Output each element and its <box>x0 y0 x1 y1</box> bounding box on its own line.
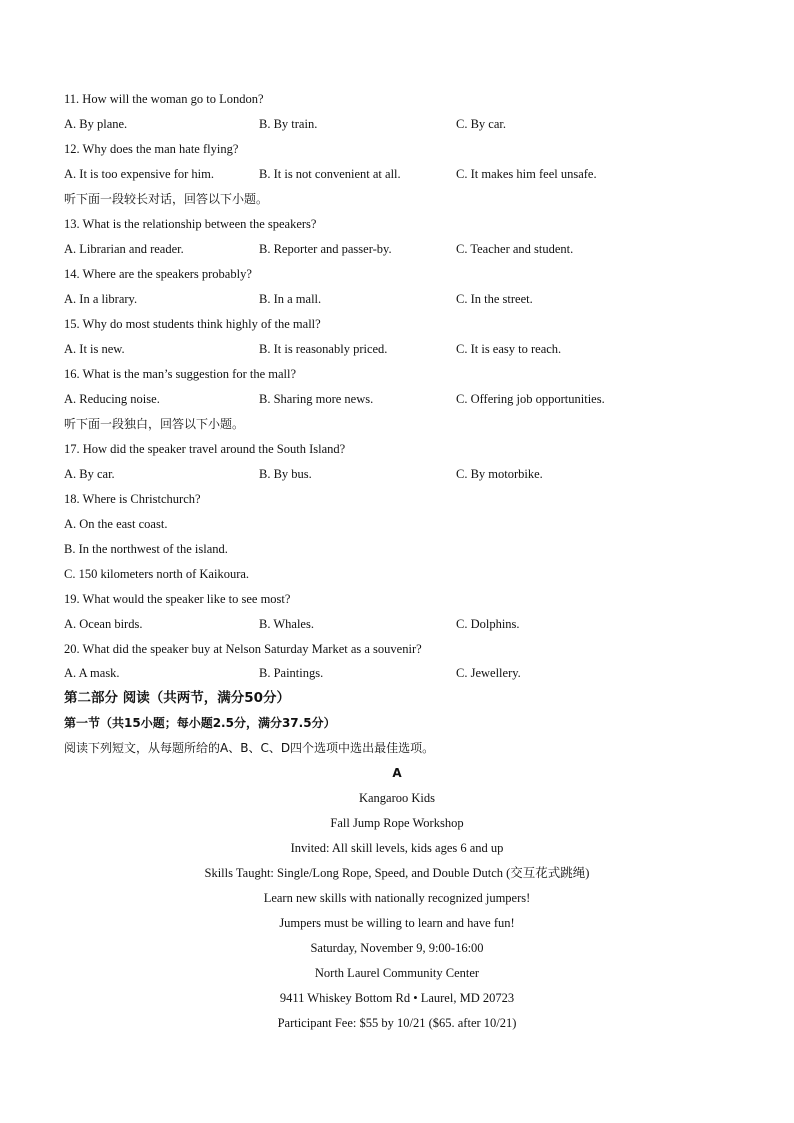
long-dialogue-instruction: 听下面一段较长对话，回答以下小题。 <box>64 192 269 206</box>
question-20: 20. What did the speaker buy at Nelson Saturday Market as a souvenir? <box>64 642 422 656</box>
question-15: 15. Why do most students think highly of the mall? <box>64 317 321 331</box>
q20-option-a: A. A mask. <box>64 666 120 680</box>
q18-option-b: B. In the northwest of the island. <box>64 542 228 556</box>
q14-option-a: A. In a library. <box>64 292 138 306</box>
q17-option-b: B. By bus. <box>259 467 312 481</box>
monologue-instruction: 听下面一段独白，回答以下小题。 <box>64 417 245 431</box>
q20-option-c: C. Jewellery. <box>456 666 521 680</box>
q15-option-a: A. It is new. <box>64 342 125 356</box>
q20-option-b: B. Paintings. <box>259 666 324 680</box>
q19-option-a: A. Ocean birds. <box>64 617 143 631</box>
q12-option-b: B. It is not convenient at all. <box>259 167 401 181</box>
passage-line: Participant Fee: $55 by 10/21 ($65. after 10/21) <box>277 1016 517 1030</box>
question-18: 18. Where is Christchurch? <box>64 492 201 506</box>
q16-option-a: A. Reducing noise. <box>64 392 160 406</box>
q19-option-b: B. Whales. <box>259 617 314 631</box>
q15-option-b: B. It is reasonably priced. <box>259 342 388 356</box>
q13-option-a: A. Librarian and reader. <box>64 242 184 256</box>
passage-line: Saturday, November 9, 9:00-16:00 <box>310 941 484 955</box>
passage-line: Learn new skills with nationally recognized jumpers! <box>263 891 531 905</box>
passage-line: North Laurel Community Center <box>314 966 480 980</box>
question-11: 11. How will the woman go to London? <box>64 92 264 106</box>
q12-option-c: C. It makes him feel unsafe. <box>456 167 597 181</box>
passage-line: Invited: All skill levels, kids ages 6 and up <box>290 841 504 855</box>
question-16: 16. What is the man’s suggestion for the mall? <box>64 367 297 381</box>
q18-option-a: A. On the east coast. <box>64 517 168 531</box>
q12-option-a: A. It is too expensive for him. <box>64 167 214 181</box>
passage-line: Skills Taught: Single/Long Rope, Speed, and Double Dutch (交互花式跳绳) <box>204 866 590 880</box>
question-14: 14. Where are the speakers probably? <box>64 267 252 281</box>
question-17: 17. How did the speaker travel around the South Island? <box>64 442 346 456</box>
passage-line: 9411 Whiskey Bottom Rd • Laurel, MD 20723 <box>279 991 515 1005</box>
passage-letter: A <box>392 766 402 780</box>
q13-option-c: C. Teacher and student. <box>456 242 574 256</box>
question-12: 12. Why does the man hate flying? <box>64 142 239 156</box>
q16-option-c: C. Offering job opportunities. <box>456 392 605 406</box>
passage-line: Jumpers must be willing to learn and have fun! <box>279 916 515 930</box>
question-19: 19. What would the speaker like to see most? <box>64 592 291 606</box>
q11-option-b: B. By train. <box>259 117 318 131</box>
passage-line: Fall Jump Rope Workshop <box>330 816 464 830</box>
q14-option-b: B. In a mall. <box>259 292 322 306</box>
reading-instruction: 阅读下列短文，从每题所给的A、B、C、D四个选项中选出最佳选项。 <box>64 741 435 755</box>
q16-option-b: B. Sharing more news. <box>259 392 374 406</box>
part2-title: 第二部分 阅读（共两节，满分50分） <box>64 690 290 706</box>
q14-option-c: C. In the street. <box>456 292 533 306</box>
q13-option-b: B. Reporter and passer-by. <box>259 242 392 256</box>
q17-option-c: C. By motorbike. <box>456 467 543 481</box>
q18-option-c: C. 150 kilometers north of Kaikoura. <box>64 567 250 581</box>
q11-option-a: A. By plane. <box>64 117 128 131</box>
q15-option-c: C. It is easy to reach. <box>456 342 562 356</box>
passage-line: Kangaroo Kids <box>358 791 436 805</box>
q19-option-c: C. Dolphins. <box>456 617 520 631</box>
section1-title: 第一节（共15小题；每小题2.5分，满分37.5分） <box>64 716 336 730</box>
q17-option-a: A. By car. <box>64 467 115 481</box>
question-13: 13. What is the relationship between the speakers? <box>64 217 317 231</box>
q11-option-c: C. By car. <box>456 117 506 131</box>
